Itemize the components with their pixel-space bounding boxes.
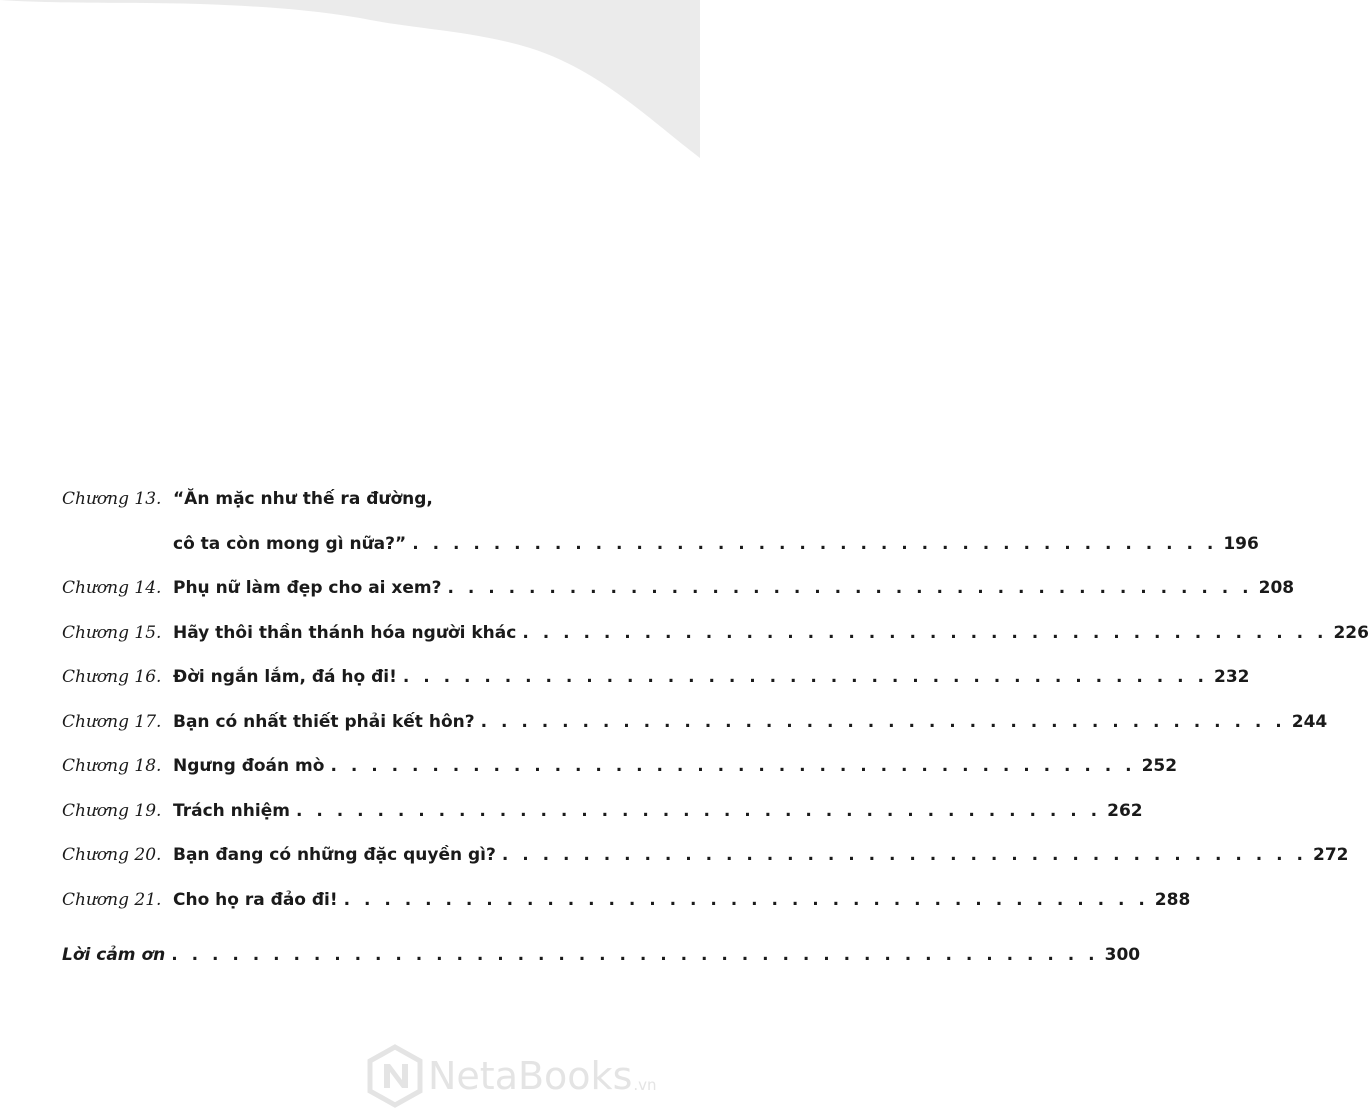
toc-entry-chapter-21[interactable]: [62, 885, 1191, 930]
page-number: 300: [1104, 945, 1141, 965]
page-number: 262: [1107, 800, 1143, 821]
watermark-suffix: .vn: [633, 1076, 657, 1094]
chapter-label: Chương 17.: [62, 711, 162, 732]
dot-leader: . . . . . . . . . . . . . . . . . . . . . . . . . . . . . . . . . . . . . . . .: [480, 711, 1286, 732]
dot-leader: . . . . . . . . . . . . . . . . . . . . . . . . . . . . . . . . . . . . . . . .: [447, 578, 1253, 598]
dot-leader: . . . . . . . . . . . . . . . . . . . . . . . . . . . . . . . . . . . . . . . .: [501, 845, 1307, 865]
toc-entry-chapter-16[interactable]: [62, 662, 1250, 707]
chapter-label: Chương 15.: [62, 622, 162, 643]
netabooks-logo-icon: [366, 1044, 424, 1108]
toc-entry-chapter-20[interactable]: [62, 840, 1349, 885]
toc-entry-chapter-17[interactable]: [62, 707, 1328, 752]
dot-leader: . . . . . . . . . . . . . . . . . . . . . . . . . . . . . . . . . . . . . . . .: [343, 889, 1149, 910]
chapter-title: Cho họ ra đảo đi!: [173, 889, 338, 910]
chapter-label: Chương 13.: [62, 489, 162, 509]
chapter-title: Trách nhiệm: [173, 800, 290, 821]
chapter-label: Chương 21.: [62, 889, 162, 910]
chapter-label: Chương 18.: [62, 756, 162, 776]
toc-entry-chapter-14[interactable]: [62, 573, 1295, 618]
page-number: 288: [1154, 889, 1191, 910]
toc-entry-chapter-15[interactable]: [62, 618, 1369, 663]
toc-entry-chapter-18[interactable]: [62, 751, 1178, 796]
chapter-title-line2: cô ta còn mong gì nữa?”: [173, 533, 407, 554]
chapter-label: Chương 19.: [62, 800, 162, 821]
page-number: 272: [1313, 845, 1349, 865]
chapter-label: Chương 16.: [62, 667, 162, 687]
chapter-title-line1: “Ăn mặc như thế ra đường,: [173, 489, 433, 509]
page-number: 252: [1141, 756, 1178, 776]
netabooks-watermark: [366, 1044, 657, 1108]
dot-leader: . . . . . . . . . . . . . . . . . . . . . . . . . . . . . . . . . . . . . . . .: [412, 533, 1218, 554]
watermark-brand: NetaBooks: [428, 1054, 633, 1098]
top-wave-decoration: [0, 0, 700, 170]
toc-entry-chapter-13[interactable]: [62, 484, 1259, 573]
dot-leader: . . . . . . . . . . . . . . . . . . . . . . . . . . . . . . . . . . . . . . . . . . . . . .: [171, 945, 1099, 965]
chapter-title: Bạn đang có những đặc quyền gì?: [173, 845, 496, 865]
dot-leader: . . . . . . . . . . . . . . . . . . . . . . . . . . . . . . . . . . . . . . . .: [295, 800, 1102, 821]
toc-entry-acknowledgements[interactable]: [62, 940, 1141, 984]
chapter-title: Bạn có nhất thiết phải kết hôn?: [173, 711, 475, 732]
chapter-title: Hãy thôi thần thánh hóa người khác: [173, 622, 517, 643]
chapter-label: Chương 14.: [62, 578, 162, 598]
table-of-contents: [62, 484, 1369, 984]
chapter-title: Đời ngắn lắm, đá họ đi!: [173, 667, 397, 687]
dot-leader: . . . . . . . . . . . . . . . . . . . . . . . . . . . . . . . . . . . . . . . .: [330, 756, 1136, 776]
page-number: 226: [1333, 622, 1369, 643]
chapter-title: Phụ nữ làm đẹp cho ai xem?: [173, 578, 442, 598]
page-number: 244: [1291, 711, 1328, 732]
dot-leader: . . . . . . . . . . . . . . . . . . . . . . . . . . . . . . . . . . . . . . . .: [402, 667, 1208, 687]
acknowledgements-title: Lời cảm ơn: [62, 945, 166, 965]
chapter-label: Chương 20.: [62, 845, 162, 865]
chapter-title: Ngưng đoán mò: [173, 756, 325, 776]
page-number: 208: [1258, 578, 1295, 598]
page-number: 196: [1223, 533, 1259, 554]
toc-entry-chapter-19[interactable]: [62, 796, 1143, 841]
dot-leader: . . . . . . . . . . . . . . . . . . . . . . . . . . . . . . . . . . . . . . . .: [522, 622, 1328, 643]
page-number: 232: [1213, 667, 1250, 687]
